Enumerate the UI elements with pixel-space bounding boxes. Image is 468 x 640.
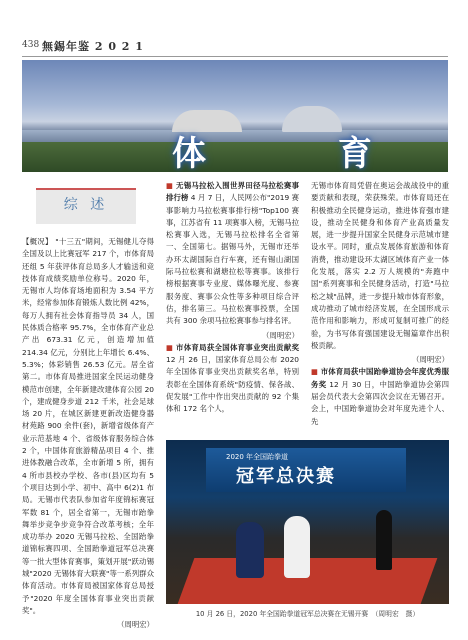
square-bullet-icon: ■ (166, 342, 174, 352)
header-divider (22, 56, 448, 57)
photo-caption: 10 月 26 日，2020 年全国跆拳道冠军总决赛在无锡开赛 （周明宏 摄） (195, 610, 420, 618)
athlete-blue (236, 522, 264, 578)
page-header (22, 38, 452, 54)
hero-image (22, 60, 448, 172)
article-marathon (166, 180, 299, 328)
article-taekwondo-body: 12 月 30 日，中国跆拳道协会第四届会员代表大会第四次会议在无锡召开。会上，中国跆拳道协会对年度先进个人、先 (311, 379, 449, 426)
photo-banner-title: 冠军总决赛 (236, 466, 336, 487)
article-marathon-author: （周明宏） (262, 330, 299, 340)
taekwondo-photo (166, 440, 449, 604)
article-marathon-title: 无锡马拉松入围世界田径马拉松赛事排行榜 (166, 181, 299, 203)
section-title: 体 育 (172, 134, 432, 172)
overview-heading: 综 述 (63, 197, 109, 213)
athlete-white (284, 516, 310, 578)
overview-body: 【概况】 "十三五"期间，无锡健儿夺得全国及以上比赛冠军 217 个，市体育局还组 5 年获评体育总局多人才输送和竞技体育成绩奖励单位称号。2020 年，无锡市人均体育场地面积为 3.54 平方米，经常参加体育锻炼人数比例 42%，每万人拥有社会体育指导员 34 人，国民体质合格率 95.7%，全市体育产业总产出 673.31 亿元，创造增加值 214.34 亿元，分别比上年增长 6.4%、5.3%；体彩销售 26.53 亿元。居全省第二。市体育局推进国家全民运动健身模范市创建，全年新建改建体育公园 20 个，建成健身步道 212 千米，社会足球场 20 片，在城区新建更新改造健身器材苑路 900 余件(套)，新增省级体育产业示范基地 4 个、省级体育服务综合体 2 个，中国体育旅游精品项目 4 个、推进体教融合改革，全市新增 5 所，拥有 4 所市县校办学校、各市(县)区均有 5 个项目达到小学、初中、高中 6(2)1 布局。无锡市代表队参加省年度锦标赛冠军数 81 个，居全省第一，无锡市跆拳舞举步竞争步竞争符合改革考核；全年成功举办 2020 无锡马拉松、全国跆拳道锦标赛四项、全国跆拳道冠军总决赛等一批大型体育赛事，策划开展"跃动锡城"2020 无锡体育大联赛"等一系列群众体育活动。市体育局被国家体育总局授予"2020 年度全国体育事业突出贡献奖"。 (22, 237, 154, 615)
article-award (166, 342, 299, 416)
column-3 (311, 180, 449, 428)
article-taekwondo-title: 市体育局获中国跆拳道协会年度优秀服务奖 (311, 367, 449, 389)
article-award-body: 12 月 26 日，国家体育总局公布 2020 年全国体育事业突出贡献奖名单，特别表彰在全国体育系统"防疫情、保各战、促发展"工作中作出突出贡献的 92 个集体和 172 名个人， (166, 355, 299, 414)
article-marathon-body: 4 月 7 日，人民网公布"2019 赛事影响力马拉松赛事排行榜"Top100 赛事，江苏省有 11 项赛事入榜，无锡马拉松赛事入选，无锡马拉松排名全省第一、全国第七。据锡马外，无锡市还举办环太湖国际自行车赛，还有锡山湖国际马拉松赛和湖塘拉松等赛事。该排行榜根据赛事专业度、媒体曝光度、参赛服务度、赛事公众性等多种项目综合评估，排名第三。马拉松赛事投票，全国共有 300 余项马拉松赛事参与排名评。 (166, 193, 299, 326)
column-2 (166, 180, 299, 416)
yearbook-title: 無錫年鉴 2 0 2 1 (42, 40, 144, 53)
article-award-continued: 无锡市体育局凭借在奥运会战战役中的重要贡献和表现，荣获殊荣。市体育局还在积极推动全民健身运动，推进体育强市建设，推动全民健身和体育产业高质量发展，进一步提升国家全民健身示范城市建设水平。同时，重点发展体育旅游和体育消费，推动建设环太湖区域体育产业一体化发展，落实 2.2 万人规模的"奔跑中国"系列赛事和全民健身活动，打造"马拉松之城"品牌，进一步提升城市体育形象，成功推动了城市经济发展，在全国形成示范作用和影响力，形成可复制可推广的经验，为书写体育强国建设无锡篇章作出积极贡献。 (311, 181, 449, 350)
overview-heading-box (36, 188, 136, 224)
column-1 (22, 180, 154, 632)
article-taekwondo (311, 366, 449, 427)
overview-author: （周明宏） (117, 620, 154, 630)
square-bullet-icon: ■ (166, 181, 174, 190)
article-award-author: （周明宏） (412, 355, 449, 365)
article-award-title: 市体育局获全国体育事业突出贡献奖 (175, 342, 299, 352)
page-number: 438 (22, 40, 40, 50)
referee (376, 510, 392, 570)
square-bullet-icon: ■ (311, 367, 319, 377)
photo-banner-subtitle: 2020 年全国跆拳道 (226, 453, 289, 461)
